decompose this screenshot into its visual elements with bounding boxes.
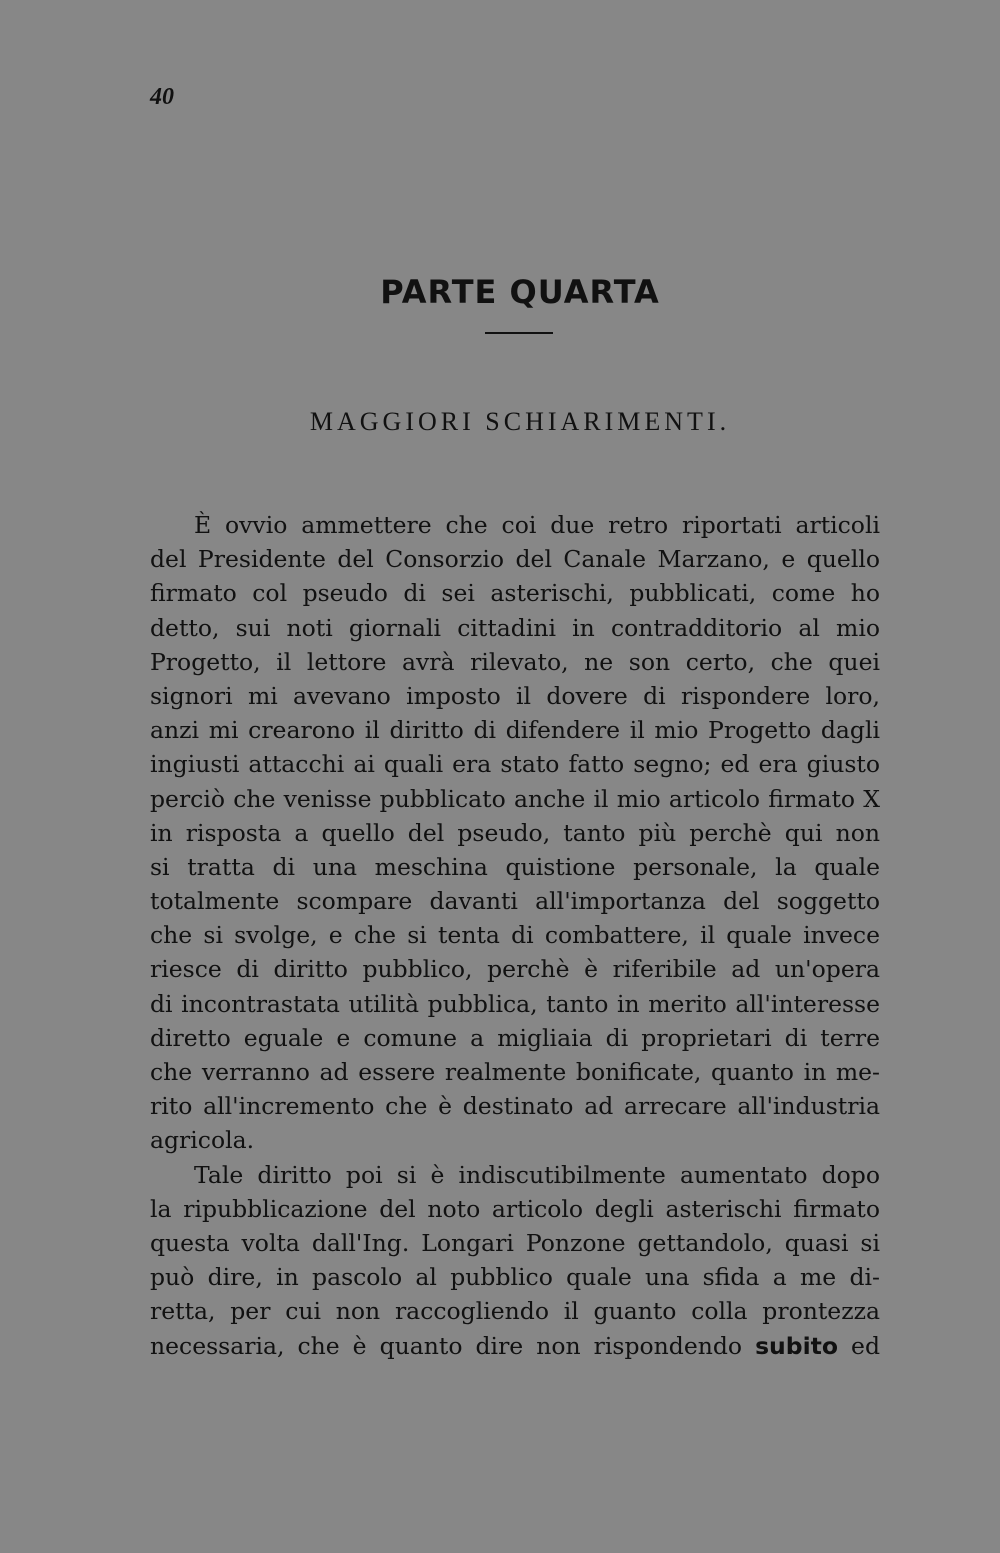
- text-line: retta, per cui non raccogliendo il guanto colla prontezza: [150, 1297, 880, 1326]
- page-number: 40: [150, 84, 174, 110]
- text-line: perciò che venisse pubblicato anche il mio articolo firmato X: [150, 784, 880, 813]
- body-text: [150, 508, 880, 1363]
- text-line: in risposta a quello del pseudo, tanto più perchè qui non: [150, 818, 880, 847]
- text-line: può dire, in pascolo al pubblico quale una sfida a me di-: [150, 1263, 880, 1292]
- page-title: PARTE QUARTA: [380, 273, 660, 311]
- text-line: detto, sui noti giornali cittadini in contradditorio al mio: [150, 613, 880, 642]
- text-fragment: necessaria, che è quanto dire non rispondendo: [150, 1331, 756, 1360]
- text-line: che si svolge, e che si tenta di combattere, il quale invece: [150, 921, 880, 950]
- section-subtitle: MAGGIORI SCHIARIMENTI.: [309, 407, 731, 436]
- text-line: È ovvio ammettere che coi due retro riportati articoli: [194, 511, 880, 539]
- text-line: del Presidente del Consorzio del Canale Marzano, e quello: [150, 545, 880, 574]
- text-line: Tale diritto poi si è indiscutibilmente aumentato dopo: [194, 1160, 880, 1189]
- text-line: diretto eguale e comune a migliaia di proprietari di terre: [150, 1023, 880, 1052]
- text-line: riesce di diritto pubblico, perchè è riferibile ad un'opera: [150, 955, 880, 984]
- text-line: signori mi avevano imposto il dovere di rispondere loro,: [150, 681, 880, 710]
- text-line: che verranno ad essere realmente bonificate, quanto in me-: [150, 1058, 880, 1086]
- text-line: di incontrastata utilità pubblica, tanto in merito all'interesse: [150, 989, 880, 1018]
- text-fragment: ed: [838, 1331, 881, 1360]
- emphasized-word: subito: [755, 1331, 839, 1360]
- text-line: si tratta di una meschina quistione personale, la quale: [150, 852, 880, 881]
- text-line: rito all'incremento che è destinato ad arrecare all'industria: [150, 1092, 880, 1121]
- text-line: totalmente scompare davanti all'importanza del soggetto: [150, 887, 880, 916]
- text-line-final: [150, 1329, 880, 1363]
- text-line: agricola.: [150, 1126, 255, 1155]
- text-line: ingiusti attacchi ai quali era stato fatto segno; ed era giusto: [150, 750, 880, 779]
- text-line: la ripubblicazione del noto articolo degli asterischi firmato: [150, 1194, 880, 1223]
- text-line: anzi mi crearono il diritto di difendere il mio Progetto dagli: [150, 716, 880, 745]
- text-line: Progetto, il lettore avrà rilevato, ne son certo, che quei: [150, 647, 880, 676]
- title-rule: [485, 332, 553, 334]
- text-line: firmato col pseudo di sei asterischi, pubblicati, come ho: [150, 579, 880, 608]
- text-line: questa volta dall'Ing. Longari Ponzone gettandolo, quasi si: [150, 1228, 880, 1257]
